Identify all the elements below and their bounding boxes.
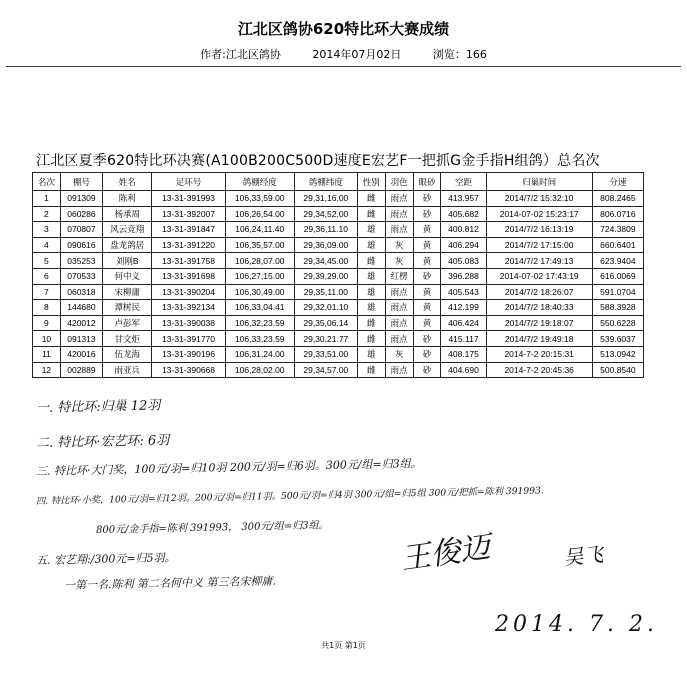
table-cell: 2014-7-2 20:15:31	[486, 346, 592, 362]
document-heading: 江北区夏季620特比环决赛(A100B200C500D速度E宏艺F一把抓G金手指H组鸽）总名次	[36, 153, 600, 169]
table-cell: 106,28,07.00	[225, 253, 294, 269]
note-line: 一第一名.陈利 第二名何中义 第三名宋柳庸.	[63, 574, 277, 592]
table-cell: 091309	[60, 191, 102, 207]
table-cell: 雨点	[385, 331, 413, 347]
column-header: 分速	[592, 173, 643, 191]
table-cell: 12	[33, 362, 61, 378]
table-cell: 5	[33, 253, 61, 269]
table-cell: 405.543	[441, 284, 486, 300]
table-cell: 黄	[413, 253, 441, 269]
table-cell: 13-31-390196	[152, 346, 225, 362]
table-cell: 806.0716	[592, 206, 643, 222]
table-cell: 035253	[60, 253, 102, 269]
table-cell: 雨亚兵	[103, 362, 152, 378]
table-cell: 雄	[357, 300, 385, 316]
table-row	[33, 191, 644, 207]
column-header: 归巢时间	[486, 173, 592, 191]
table-cell: 091313	[60, 331, 102, 347]
table-cell: 谭树民	[103, 300, 152, 316]
table-cell: 660.6401	[592, 237, 643, 253]
table-cell: 29,35,06.14	[294, 315, 357, 331]
author-label[interactable]: 作者:江北区鸽协	[200, 48, 281, 61]
table-cell: 405.682	[441, 206, 486, 222]
table-cell: 060286	[60, 206, 102, 222]
table-cell: 106,27,15.00	[225, 268, 294, 284]
column-header: 名次	[33, 173, 61, 191]
table-cell: 7	[33, 284, 61, 300]
table-cell: 3	[33, 222, 61, 238]
table-cell: 29,31,16.00	[294, 191, 357, 207]
table-cell: 13-31-391758	[152, 253, 225, 269]
table-cell: 2014/7/2 17:49:13	[486, 253, 592, 269]
table-cell: 雨点	[385, 284, 413, 300]
table-cell: 砂	[413, 346, 441, 362]
table-cell: 2014/7/2 18:40:33	[486, 300, 592, 316]
header-divider	[6, 66, 681, 67]
table-cell: 黄	[413, 300, 441, 316]
note-line: 四. 特比环·小奖，100元/羽=归12羽。200元/羽=归11羽。500元/羽=归4羽 300元/组=归5组 300元/把抓=陈利 391993.	[35, 485, 544, 507]
table-row	[33, 206, 644, 222]
table-cell: 412.199	[441, 300, 486, 316]
publish-date: 2014年07月02日	[312, 48, 402, 61]
table-cell: 灰	[385, 253, 413, 269]
note-line: 三. 特比环·大门奖，100元/羽=归10羽 200元/羽=归6羽。300元/组=归3组。	[35, 456, 422, 478]
table-cell: 106,28,02.00	[225, 362, 294, 378]
column-header: 鸽棚经度	[225, 173, 294, 191]
table-cell: 雌	[357, 362, 385, 378]
table-cell: 13-31-391220	[152, 237, 225, 253]
table-cell: 宋柳庸	[103, 284, 152, 300]
table-cell: 070807	[60, 222, 102, 238]
table-cell: 雄	[357, 222, 385, 238]
table-row	[33, 284, 644, 300]
table-cell: 砂	[413, 362, 441, 378]
column-header: 姓名	[103, 173, 152, 191]
table-cell: 黄	[413, 222, 441, 238]
table-cell: 724.3809	[592, 222, 643, 238]
table-cell: 29,30,21.77	[294, 331, 357, 347]
table-cell: 红楞	[385, 268, 413, 284]
column-header: 棚号	[60, 173, 102, 191]
table-cell: 9	[33, 315, 61, 331]
table-cell: 106,33,04.41	[225, 300, 294, 316]
table-cell: 2014/7/2 16:13:19	[486, 222, 592, 238]
table-cell: 2014/7/2 17:15:00	[486, 237, 592, 253]
page-footer: 共1页 第1页	[321, 641, 366, 650]
table-cell: 550.6228	[592, 315, 643, 331]
table-cell: 13-31-391698	[152, 268, 225, 284]
table-cell: 070533	[60, 268, 102, 284]
table-cell: 雄	[357, 284, 385, 300]
column-header: 足环号	[152, 173, 225, 191]
table-cell: 400.812	[441, 222, 486, 238]
note-line: 一. 特比环:归巢 12羽	[35, 398, 161, 416]
table-cell: 29,34,45.00	[294, 253, 357, 269]
table-row	[33, 268, 644, 284]
column-header: 鸽棚纬度	[294, 173, 357, 191]
table-cell: 808.2465	[592, 191, 643, 207]
table-cell: 2014/7/2 19:18:07	[486, 315, 592, 331]
table-cell: 415.117	[441, 331, 486, 347]
table-cell: 623.9404	[592, 253, 643, 269]
table-cell: 404.690	[441, 362, 486, 378]
table-cell: 13-31-390668	[152, 362, 225, 378]
table-cell: 黄	[413, 284, 441, 300]
table-cell: 伍龙海	[103, 346, 152, 362]
table-cell: 29,32,01.10	[294, 300, 357, 316]
table-cell: 卢彭军	[103, 315, 152, 331]
column-header: 眼砂	[413, 173, 441, 191]
table-cell: 雨点	[385, 206, 413, 222]
table-row	[33, 362, 644, 378]
table-cell: 106,26,54.00	[225, 206, 294, 222]
table-cell: 29,34,57.00	[294, 362, 357, 378]
table-cell: 雨点	[385, 300, 413, 316]
table-cell: 灰	[385, 346, 413, 362]
table-cell: 雨点	[385, 362, 413, 378]
table-cell: 黄	[413, 315, 441, 331]
table-cell: 539.6037	[592, 331, 643, 347]
table-cell: 雄	[357, 346, 385, 362]
article-meta	[0, 46, 687, 62]
table-cell: 雨点	[385, 222, 413, 238]
table-cell: 106,31,24.00	[225, 346, 294, 362]
table-row	[33, 346, 644, 362]
table-cell: 29,36,11.10	[294, 222, 357, 238]
table-cell: 黄	[413, 237, 441, 253]
table-cell: 396.288	[441, 268, 486, 284]
table-cell: 雨点	[385, 191, 413, 207]
table-cell: 2014-07-02 17:43:19	[486, 268, 592, 284]
table-row	[33, 237, 644, 253]
table-cell: 雌	[357, 191, 385, 207]
table-cell: 13-31-391993	[152, 191, 225, 207]
table-cell: 杨承周	[103, 206, 152, 222]
table-cell: 雌	[357, 331, 385, 347]
table-cell: 砂	[413, 331, 441, 347]
table-cell: 何中义	[103, 268, 152, 284]
results-table-body	[33, 191, 644, 378]
note-line: 五. 宏艺翔:/300元=归5羽。	[35, 551, 176, 567]
table-cell: 29,39,29.00	[294, 268, 357, 284]
table-cell: 13-31-392134	[152, 300, 225, 316]
table-header-row	[33, 173, 644, 191]
signature-date: 2014. 7. 2.	[495, 612, 658, 637]
table-cell: 雌	[357, 315, 385, 331]
table-cell: 灰	[385, 237, 413, 253]
table-cell: 002889	[60, 362, 102, 378]
results-table	[32, 172, 644, 378]
column-header: 性别	[357, 173, 385, 191]
table-cell: 406.294	[441, 237, 486, 253]
table-cell: 144680	[60, 300, 102, 316]
table-cell: 513.0942	[592, 346, 643, 362]
table-cell: 13-31-390038	[152, 315, 225, 331]
table-cell: 陈利	[103, 191, 152, 207]
table-cell: 2014/7/2 19:49:18	[486, 331, 592, 347]
table-cell: 29,33,51.00	[294, 346, 357, 362]
table-cell: 090616	[60, 237, 102, 253]
table-row	[33, 300, 644, 316]
table-cell: 2014/7/2 18:26:07	[486, 284, 592, 300]
table-cell: 29,34,52.00	[294, 206, 357, 222]
table-cell: 500.8540	[592, 362, 643, 378]
table-cell: 2014-7-2 20:45:36	[486, 362, 592, 378]
column-header: 羽色	[385, 173, 413, 191]
column-header: 空距	[441, 173, 486, 191]
note-line: 二. 特比环·宏艺环: 6羽	[35, 433, 170, 451]
table-cell: 刘刚B	[103, 253, 152, 269]
table-cell: 106,30,49.00	[225, 284, 294, 300]
table-cell: 588.3928	[592, 300, 643, 316]
view-count: 浏览：166	[432, 48, 487, 61]
table-row	[33, 331, 644, 347]
table-cell: 420016	[60, 346, 102, 362]
table-cell: 106,35,57.00	[225, 237, 294, 253]
table-cell: 406.424	[441, 315, 486, 331]
table-cell: 雨点	[385, 315, 413, 331]
table-row	[33, 222, 644, 238]
table-cell: 2014-07-02 15:23:17	[486, 206, 592, 222]
table-cell: 106,33,59.00	[225, 191, 294, 207]
table-cell: 砂	[413, 191, 441, 207]
table-cell: 413.957	[441, 191, 486, 207]
note-line: 800元/金手指=陈利 391993， 300元/组=归3组。	[95, 520, 329, 536]
table-cell: 风云竞翔	[103, 222, 152, 238]
table-row	[33, 315, 644, 331]
table-cell: 雄	[357, 268, 385, 284]
table-cell: 106,24,11.40	[225, 222, 294, 238]
page-title: 江北区鸽协620特比环大赛成绩	[237, 20, 450, 38]
table-cell: 2014/7/2 15:32:10	[486, 191, 592, 207]
table-cell: 11	[33, 346, 61, 362]
table-cell: 29,35,11.00	[294, 284, 357, 300]
table-cell: 13-31-390204	[152, 284, 225, 300]
table-cell: 砂	[413, 268, 441, 284]
table-cell: 408.175	[441, 346, 486, 362]
table-cell: 591.0704	[592, 284, 643, 300]
table-cell: 盘龙鸽居	[103, 237, 152, 253]
signature: 吴飞	[562, 541, 605, 571]
table-cell: 10	[33, 331, 61, 347]
signature: 王俊迈	[398, 529, 493, 578]
table-cell: 106,32,23.59	[225, 315, 294, 331]
table-cell: 420012	[60, 315, 102, 331]
table-cell: 砂	[413, 206, 441, 222]
table-cell: 雄	[357, 237, 385, 253]
table-cell: 4	[33, 237, 61, 253]
table-cell: 13-31-391847	[152, 222, 225, 238]
table-cell: 2	[33, 206, 61, 222]
table-row	[33, 253, 644, 269]
table-cell: 6	[33, 268, 61, 284]
table-cell: 13-31-391770	[152, 331, 225, 347]
table-cell: 060318	[60, 284, 102, 300]
table-cell: 29,36,09.00	[294, 237, 357, 253]
table-cell: 甘文炬	[103, 331, 152, 347]
table-cell: 616.0069	[592, 268, 643, 284]
table-cell: 雌	[357, 206, 385, 222]
table-cell: 8	[33, 300, 61, 316]
table-cell: 13-31-392007	[152, 206, 225, 222]
table-cell: 雌	[357, 253, 385, 269]
table-cell: 405.083	[441, 253, 486, 269]
table-cell: 106,33,23.59	[225, 331, 294, 347]
table-cell: 1	[33, 191, 61, 207]
